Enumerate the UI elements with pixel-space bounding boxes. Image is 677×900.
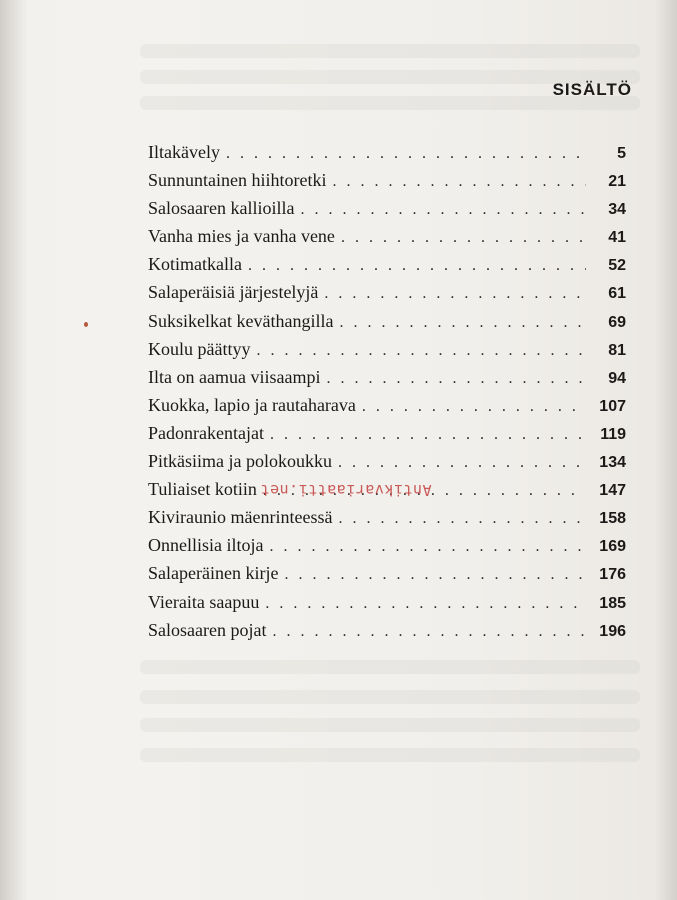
table-of-contents (148, 138, 626, 644)
entry-title: Salosaaren pojat (148, 619, 267, 640)
toc-heading: SISÄLTÖ (552, 80, 632, 99)
entry-title: Kotimatkalla (148, 254, 242, 275)
entry-title: Padonrakentajat (148, 422, 264, 443)
show-through (140, 660, 640, 674)
entry-page: 41 (608, 229, 626, 247)
toc-entry (148, 419, 626, 447)
entry-title: Iltakävely (148, 142, 220, 162)
entry-page: 21 (608, 173, 626, 191)
toc-entry (148, 588, 626, 616)
entry-title: Salaperäinen kirje (148, 563, 279, 584)
page-edge (655, 0, 677, 900)
entry-page: 81 (608, 341, 626, 359)
show-through (140, 718, 640, 732)
dot-leader (338, 505, 586, 533)
dot-leader (326, 365, 586, 393)
binding-shadow (0, 0, 28, 900)
entry-page: 61 (608, 285, 626, 303)
dot-leader (270, 421, 586, 449)
dot-leader (265, 590, 586, 618)
dot-leader (269, 533, 586, 561)
entry-title: Tuliaiset kotiin (148, 479, 257, 500)
toc-entry (148, 307, 626, 335)
entry-page: 147 (599, 482, 626, 500)
entry-page: 134 (599, 454, 626, 472)
dot-leader (226, 140, 586, 168)
toc-entry (148, 222, 626, 250)
entry-title: Koulu päättyy (148, 338, 251, 359)
toc-entry (148, 250, 626, 278)
toc-entry (148, 335, 626, 363)
entry-title: Salosaaren kallioilla (148, 198, 295, 219)
entry-page: 158 (599, 510, 626, 528)
entry-page: 34 (608, 201, 626, 219)
toc-entry (148, 278, 626, 306)
toc-entry (148, 503, 626, 531)
entry-page: 185 (599, 594, 626, 612)
entry-page: 52 (608, 257, 626, 275)
entry-title: Salaperäisiä järjestelyjä (148, 282, 319, 303)
entry-title: Kuokka, lapio ja rautaharava (148, 394, 356, 415)
toc-entry (148, 531, 626, 559)
entry-title: Onnellisia iltoja (148, 535, 264, 556)
toc-entry (148, 616, 626, 644)
entry-page: 69 (608, 313, 626, 331)
toc-entry (148, 138, 626, 166)
entry-title: Pitkäsiima ja polokoukku (148, 451, 332, 472)
toc-entry (148, 559, 626, 587)
entry-page: 119 (600, 425, 626, 443)
entry-page: 107 (599, 397, 626, 415)
entry-page: 5 (617, 145, 626, 162)
entry-title: Ilta on aamua viisaampi (148, 366, 321, 387)
entry-title: Kiviraunio mäenrinteessä (148, 507, 333, 528)
dot-leader (332, 168, 586, 196)
toc-entry (148, 363, 626, 391)
dot-leader (272, 618, 586, 646)
toc-entry (148, 447, 626, 475)
dot-leader (338, 449, 586, 477)
toc-entry (148, 391, 626, 419)
entry-page: 94 (608, 369, 626, 387)
dot-leader (256, 337, 586, 365)
entry-title: Suksikelkat keväthangilla (148, 310, 334, 331)
entry-title: Vanha mies ja vanha vene (148, 226, 335, 247)
entry-title: Sunnuntainen hiihtoretki (148, 170, 327, 191)
seller-watermark: Antikvariaatti.net (260, 481, 432, 499)
entry-page: 176 (599, 566, 626, 584)
show-through (140, 44, 640, 58)
dot-leader (362, 393, 586, 421)
entry-page: 169 (599, 538, 626, 556)
show-through (140, 690, 640, 704)
dot-leader (339, 309, 586, 337)
show-through (140, 748, 640, 762)
dot-leader (300, 196, 586, 224)
dot-leader (248, 252, 586, 280)
toc-entry (148, 194, 626, 222)
dot-leader (341, 224, 586, 252)
toc-entry (148, 166, 626, 194)
dot-leader (284, 561, 586, 589)
entry-page: 196 (599, 622, 626, 640)
entry-title: Vieraita saapuu (148, 591, 260, 612)
paper-speck (84, 322, 88, 327)
dot-leader (324, 280, 586, 308)
